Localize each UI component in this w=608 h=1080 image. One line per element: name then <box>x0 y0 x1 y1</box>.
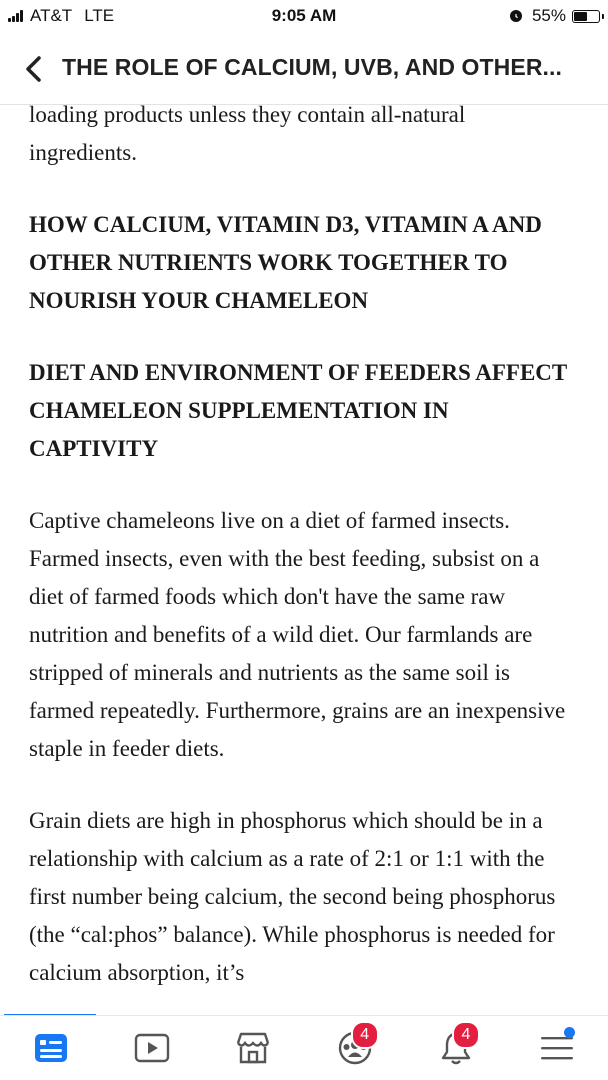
news-feed-icon <box>34 1033 68 1063</box>
bottom-nav <box>0 1015 608 1080</box>
nav-groups[interactable] <box>325 1023 385 1073</box>
section-heading-diet: DIET AND ENVIRONMENT OF FEEDERS AFFECT CHAMELEON SUPPLEMENTATION IN CAPTIVITY <box>29 360 567 461</box>
battery-icon <box>572 10 600 23</box>
back-button[interactable] <box>18 52 48 86</box>
battery-fill <box>574 12 587 21</box>
marketplace-icon <box>234 1031 272 1065</box>
article-body[interactable] <box>29 96 578 1014</box>
paragraph-farmed-insects: Captive chameleons live on a diet of farmed insects. Farmed insects, even with the best feeding, subsist on a diet of farmed foods which don't have the same raw nutrition and benefits of a wild diet. Our farmlands are stripped of minerals and nutrients as the same soil is farmed repeatedly. Furthermore, grains are an inexpensive staple in feeder diets. <box>29 508 566 761</box>
intro-fragment: loading products unless they contain all-natural ingredients. <box>29 102 466 165</box>
nav-menu[interactable] <box>527 1023 587 1073</box>
network-type: LTE <box>84 6 115 25</box>
nav-news-feed[interactable] <box>21 1023 81 1073</box>
nav-watch[interactable] <box>122 1023 182 1073</box>
battery-cap <box>602 14 604 19</box>
carrier-name: AT&T <box>30 6 73 25</box>
page-title: THE ROLE OF CALCIUM, UVB, AND OTHER... <box>62 54 562 80</box>
menu-icon <box>540 1034 574 1062</box>
chevron-left-icon <box>24 55 42 83</box>
battery-percent: 55% <box>531 6 566 25</box>
alarm-icon <box>510 10 522 22</box>
status-time: 9:05 AM <box>271 6 337 25</box>
status-bar <box>0 0 608 34</box>
notifications-badge: 4 <box>452 1021 480 1049</box>
nav-marketplace[interactable] <box>223 1023 283 1073</box>
paragraph-grain-diets: Grain diets are high in phosphorus which should be in a relationship with calcium as a rate of 2:1 or 1:1 with the first number being calcium, the second being phosphorus (the “cal:phos” balance). While phosphorus is needed for calcium absorption, it’s <box>29 808 556 985</box>
status-right <box>510 6 600 26</box>
nav-notifications[interactable] <box>426 1023 486 1073</box>
groups-badge: 4 <box>351 1021 379 1049</box>
section-heading-nutrients: HOW CALCIUM, VITAMIN D3, VITAMIN A AND OTHER NUTRIENTS WORK TOGETHER TO NOURISH YOUR CHAMELEON <box>29 212 542 313</box>
article-header <box>0 34 608 105</box>
watch-video-icon <box>134 1033 170 1063</box>
